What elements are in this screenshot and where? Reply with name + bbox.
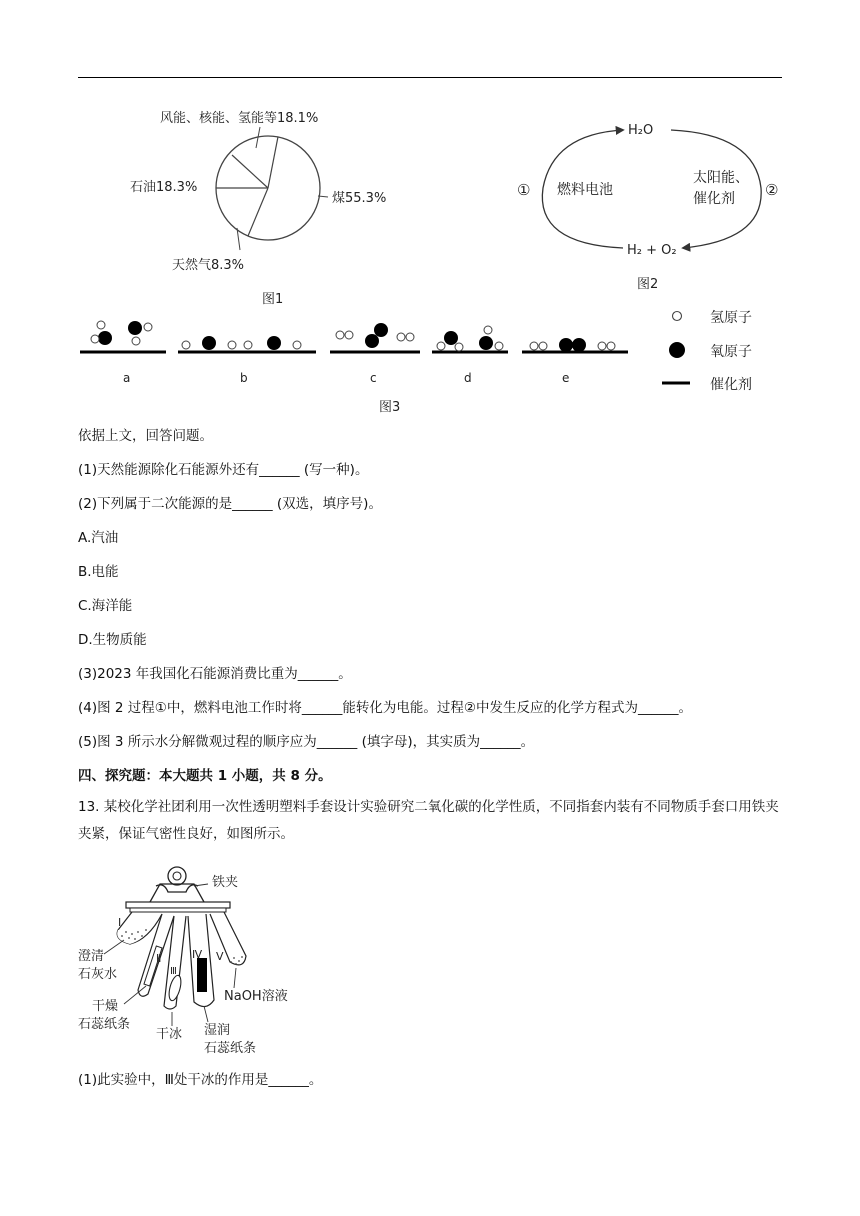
fig2-marker-2: ② (765, 181, 779, 199)
option-b: B.电能 (78, 564, 119, 580)
pie-divider-gas (248, 188, 268, 236)
panel-e (522, 338, 628, 352)
label-oil: 石油18.3% (130, 180, 198, 195)
label-dryice: 干冰 (156, 1027, 183, 1042)
fig2-right-label-1: 太阳能、 (693, 170, 749, 186)
label-clip: 铁夹 (212, 875, 239, 890)
step-label-a: a (123, 371, 131, 385)
intro-text: 依据上文，回答问题。 (78, 428, 213, 444)
legend-catalyst-label: 催化剂 (710, 377, 752, 393)
fig3-caption: 图3 (379, 400, 401, 415)
cycle-right-arc (671, 130, 761, 248)
panel-d (432, 326, 508, 352)
question-3: (3)2023 年我国化石能源消费比重为______。 (78, 666, 352, 682)
fig2-right-label-2: 催化剂 (693, 191, 735, 207)
label-limewater-2: 石灰水 (78, 967, 118, 982)
dry-ice (167, 974, 183, 1002)
legend-hydrogen-icon (673, 312, 682, 321)
pie-divider-coal (268, 137, 278, 188)
panel-c (330, 323, 420, 352)
section-heading: 四、探究题：本大题共 1 小题，共 8 分。 (78, 768, 332, 784)
fig2-top: H₂O (628, 123, 654, 138)
label-coal: 煤55.3% (332, 191, 387, 206)
fig2-bottom: H₂ + O₂ (627, 243, 677, 258)
marker-3: Ⅲ (170, 966, 177, 977)
legend-hydrogen-label: 氢原子 (710, 310, 752, 326)
label-dry-1: 干燥 (92, 999, 119, 1014)
fig1-caption: 图1 (262, 292, 284, 307)
figure-2-cycle (505, 112, 795, 297)
fig2-left-label: 燃料电池 (557, 182, 613, 198)
label-gas: 天然气8.3% (172, 258, 245, 273)
step-label-d: d (464, 371, 472, 385)
fig2-caption: 图2 (637, 277, 659, 292)
option-c: C.海洋能 (78, 598, 133, 614)
marker-5: Ⅴ (216, 950, 224, 963)
marker-4: Ⅳ (192, 948, 203, 961)
label-naoh: NaOH溶液 (224, 989, 288, 1004)
figure-3-micro-process (78, 308, 778, 420)
header-rule (78, 77, 782, 78)
question-5: (5)图 3 所示水分解微观过程的顺序应为______ (填字母)，其实质为______。 (78, 734, 535, 750)
marker-2: Ⅱ (156, 952, 162, 965)
option-a: A.汽油 (78, 530, 119, 546)
legend-oxygen-label: 氧原子 (710, 344, 752, 360)
step-label-c: c (370, 371, 377, 385)
legend-oxygen-icon (669, 342, 685, 358)
step-label-e: e (562, 371, 570, 385)
wet-strip (197, 958, 207, 992)
label-wind: 风能、核能、氢能等18.1% (160, 111, 319, 126)
question-13-1: (1)此实验中，Ⅲ处干冰的作用是______。 (78, 1072, 323, 1088)
figure-4-glove-apparatus (74, 862, 314, 1058)
question-1: (1)天然能源除化石能源外还有______ (写一种)。 (78, 462, 369, 478)
option-d: D.生物质能 (78, 632, 147, 648)
question-13: 13. 某校化学社团利用一次性透明塑料手套设计实验研究二氧化碳的化学性质，不同指套内装有不同物质手套口用铁夹夹紧，保证气密性良好，如图所示。 (78, 799, 779, 842)
label-limewater-1: 澄清 (78, 949, 105, 964)
question-4: (4)图 2 过程①中，燃料电池工作时将______能转化为电能。过程②中发生反应的化学方程式为______。 (78, 700, 692, 716)
pie-divider-oil (232, 155, 268, 188)
label-wet-2: 石蕊纸条 (204, 1041, 257, 1056)
panel-a (80, 321, 166, 352)
marker-1: Ⅰ (118, 916, 122, 929)
step-label-b: b (240, 371, 248, 385)
figure-1-pie-chart (120, 100, 387, 310)
question-2: (2)下列属于二次能源的是______ (双选，填序号)。 (78, 496, 382, 512)
fig2-marker-1: ① (517, 181, 531, 199)
panel-b (178, 336, 316, 352)
label-wet-1: 湿润 (204, 1023, 231, 1038)
label-dry-2: 石蕊纸条 (78, 1017, 131, 1032)
